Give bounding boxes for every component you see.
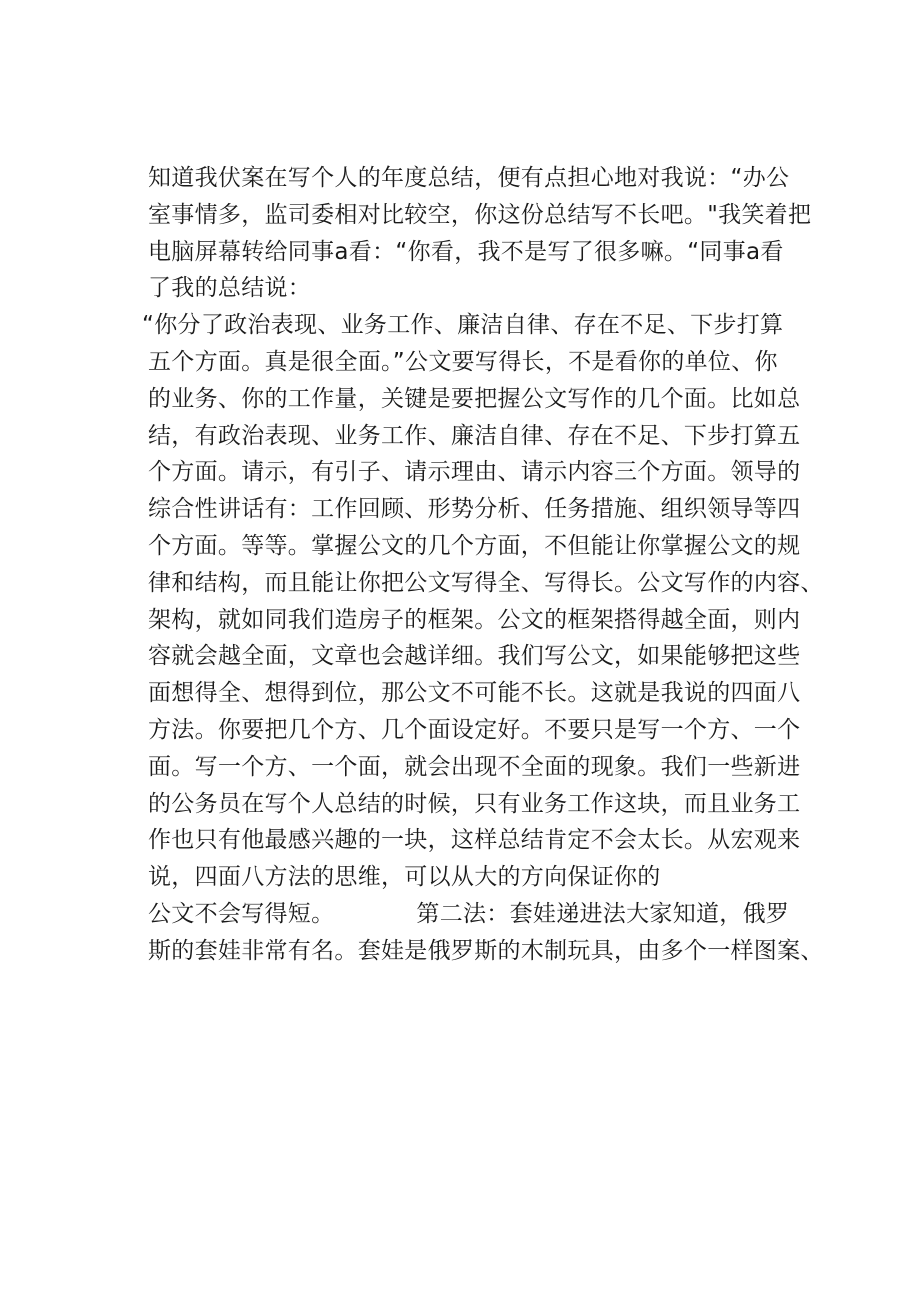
text-line: 面想得全、想得到位，那公文不可能不长。这就是我说的四面八 <box>148 680 801 707</box>
text-line: 知道我伏案在写个人的年度总结，便有点担心地对我说：“办公 <box>148 165 790 191</box>
text-line: 的业务、你的工作量，关键是要把握公文写作的几个面。比如总 <box>148 385 801 412</box>
text-line: 了我的总结说： <box>148 275 312 302</box>
text-line: 的公务员在写个人总结的时候，只有业务工作这块，而且业务工 <box>148 790 801 817</box>
text-fragment: 公文不会写得短。 <box>148 900 335 927</box>
section-heading-fragment: 第二法：套娃递进法大家知道，俄罗 <box>416 900 790 927</box>
text-line: 电脑屏幕转给同事a看：“你看，我不是写了很多嘛。“同事a看 <box>148 238 784 265</box>
text-line: 综合性讲话有：工作回顾、形势分析、任务措施、组织领导等四 <box>148 496 801 523</box>
text-line-with-section-start <box>148 896 828 933</box>
text-line: 室事情多，监司委相对比较空，你这份总结写不长吧。"我笑着把 <box>148 201 812 228</box>
text-line: 容就会越全面，文章也会越详细。我们写公文，如果能够把这些 <box>148 643 801 670</box>
text-line: 个方面。请示，有引子、请示理由、请示内容三个方面。领导的 <box>148 459 801 486</box>
text-line: 律和结构，而且能让你把公文写得全、写得长。公文写作的内容、 <box>148 569 824 596</box>
text-line: 斯的套娃非常有名。套娃是俄罗斯的木制玩具，由多个一样图案、 <box>148 937 824 964</box>
text-line: 说，四面八方法的思维，可以从大的方向保证你的 <box>148 864 661 891</box>
text-line: 五个方面。真是很全面。”公文要写得长，不是看你的单位、你 <box>148 348 778 375</box>
body-text <box>142 160 828 970</box>
text-line: 架构，就如同我们造房子的框架。公文的框架搭得越全面，则内 <box>148 606 801 633</box>
text-line: 结，有政治表现、业务工作、廉洁自律、存在不足、下步打算五 <box>148 422 801 449</box>
text-line: 个方面。等等。掌握公文的几个方面，不但能让你掌握公文的规 <box>148 532 801 559</box>
text-line: 方法。你要把几个方、几个面设定好。不要只是写一个方、一个 <box>148 716 801 743</box>
text-line: “你分了政治表现、业务工作、廉洁自律、存在不足、下步打算 <box>142 312 784 339</box>
text-line: 作也只有他最感兴趣的一块，这样总结肯定不会太长。从宏观来 <box>148 827 801 854</box>
text-line: 面。写一个方、一个面，就会出现不全面的现象。我们一些新进 <box>148 753 801 780</box>
